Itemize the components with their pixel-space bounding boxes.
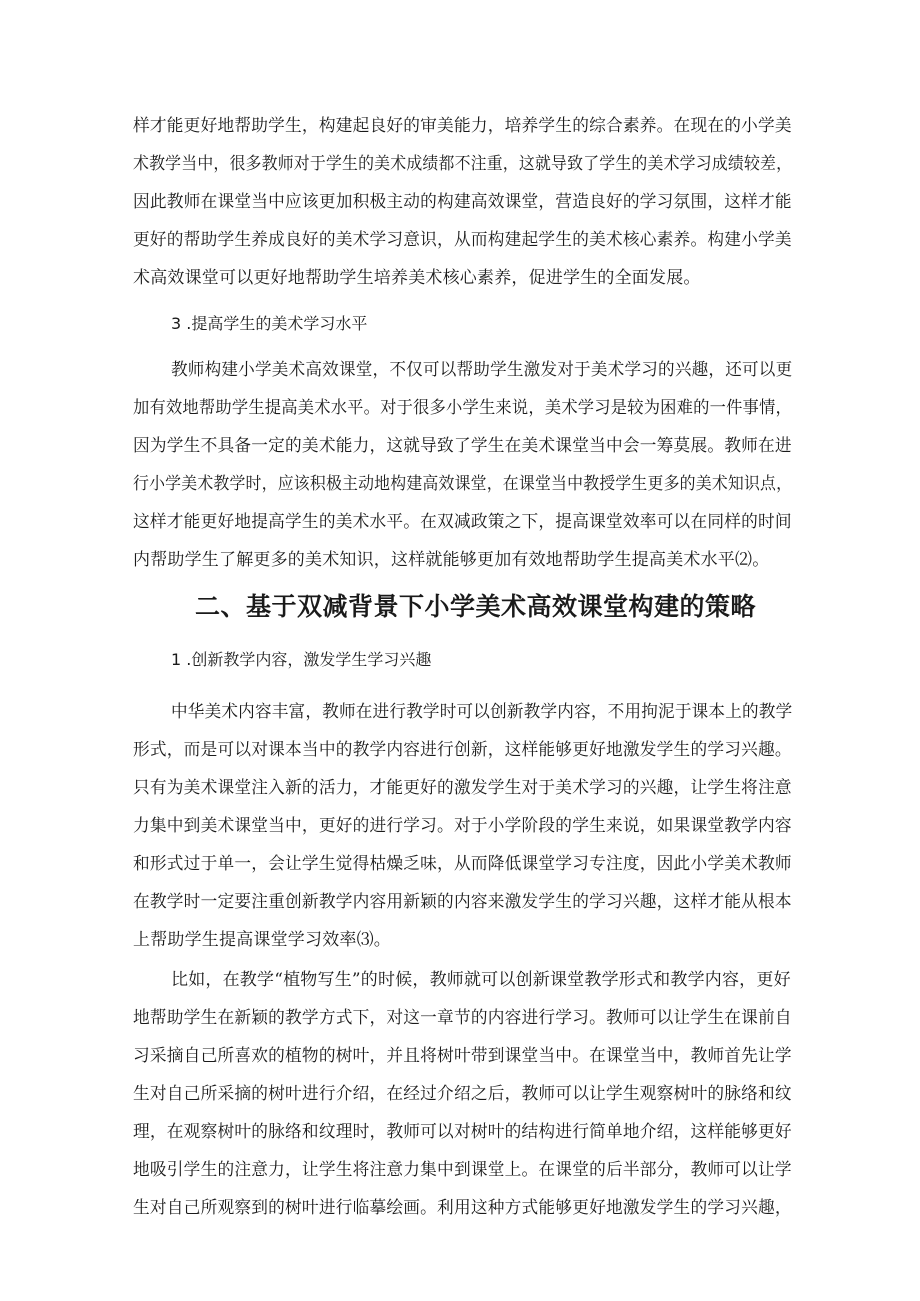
- para2-line-4: 行小学美术教学时，应该积极主动地构建高效课堂，在课堂当中教授学生更多的美术知识点，: [133, 474, 793, 494]
- para4-line-6: 地吸引学生的注意力，让学生将注意力集中到课堂上。在课堂的后半部分，教师可以让学: [133, 1160, 792, 1180]
- para3-line-7: 上帮助学生提高课堂学习效率⑶。: [133, 930, 391, 950]
- para4-line-7: 生对自己所观察到的树叶进行临摹绘画。利用这种方式能够更好地激发学生的学习兴趣，: [133, 1198, 792, 1218]
- para4-line-5: 理，在观察树叶的脉络和纹理时，教师可以对树叶的结构进行简单地介绍，这样能够更好: [133, 1122, 792, 1142]
- subheading-1: 1 .创新教学内容，激发学生学习兴趣: [171, 650, 432, 669]
- para2-line-3: 因为学生不具备一定的美术能力，这就导致了学生在美术课堂当中会一筹莫展。教师在进: [133, 436, 792, 456]
- para4-line-3: 习采摘自己所喜欢的植物的树叶，并且将树叶带到课堂当中。在课堂当中，教师首先让学: [133, 1046, 792, 1066]
- para2-line-5: 这样才能更好地提高学生的美术水平。在双减政策之下，提高课堂效率可以在同样的时间: [133, 512, 792, 532]
- para4-line-2: 地帮助学生在新颖的教学方式下，对这一章节的内容进行学习。教师可以让学生在课前自: [133, 1008, 792, 1028]
- section-heading: 二、基于双减背景下小学美术高效课堂构建的策略: [195, 592, 757, 621]
- para1-line-2: 术教学当中，很多教师对于学生的美术成绩都不注重，这就导致了学生的美术学习成绩较差，: [133, 154, 793, 174]
- para3-line-4: 力集中到美术课堂当中，更好的进行学习。对于小学阶段的学生来说，如果课堂教学内容: [133, 816, 792, 836]
- para2-line-1: 教师构建小学美术高效课堂，不仅可以帮助学生激发对于美术学习的兴趣，还可以更: [171, 360, 793, 380]
- para3-line-2: 形式，而是可以对课本当中的教学内容进行创新，这样能够更好地激发学生的学习兴趣。: [133, 740, 792, 760]
- para3-line-1: 中华美术内容丰富，教师在进行教学时可以创新教学内容，不用拘泥于课本上的教学: [171, 702, 793, 722]
- para1-line-1: 样才能更好地帮助学生，构建起良好的审美能力，培养学生的综合素养。在现在的小学美: [133, 116, 792, 136]
- para2-line-6: 内帮助学生了解更多的美术知识，这样就能够更加有效地帮助学生提高美术水平⑵。: [133, 550, 770, 570]
- para1-line-3: 因此教师在课堂当中应该更加积极主动的构建高效课堂，营造良好的学习氛围，这样才能: [133, 192, 792, 212]
- para3-line-5: 和形式过于单一，会让学生觉得枯燥乏味，从而降低课堂学习专注度，因此小学美术教师: [133, 854, 792, 874]
- para2-line-2: 加有效地帮助学生提高美术水平。对于很多小学生来说，美术学习是较为困难的一件事情，: [133, 398, 792, 418]
- para3-line-3: 只有为美术课堂注入新的活力，才能更好的激发学生对于美术学习的兴趣，让学生将注意: [133, 778, 792, 798]
- para1-line-4: 更好的帮助学生养成良好的美术学习意识，从而构建起学生的美术核心素养。构建小学美: [133, 230, 792, 250]
- para4-line-4: 生对自己所采摘的树叶进行介绍，在经过介绍之后，教师可以让学生观察树叶的脉络和纹: [133, 1084, 792, 1104]
- para3-line-6: 在教学时一定要注重创新教学内容用新颖的内容来激发学生的学习兴趣，这样才能从根本: [133, 892, 792, 912]
- para1-line-5: 术高效课堂可以更好地帮助学生培养美术核心素养，促进学生的全面发展。: [133, 268, 701, 288]
- para4-line-1: 比如，在教学“植物写生”的时候，教师就可以创新课堂教学形式和教学内容，更好: [171, 970, 791, 990]
- subheading-3: 3 .提高学生的美术学习水平: [171, 314, 368, 333]
